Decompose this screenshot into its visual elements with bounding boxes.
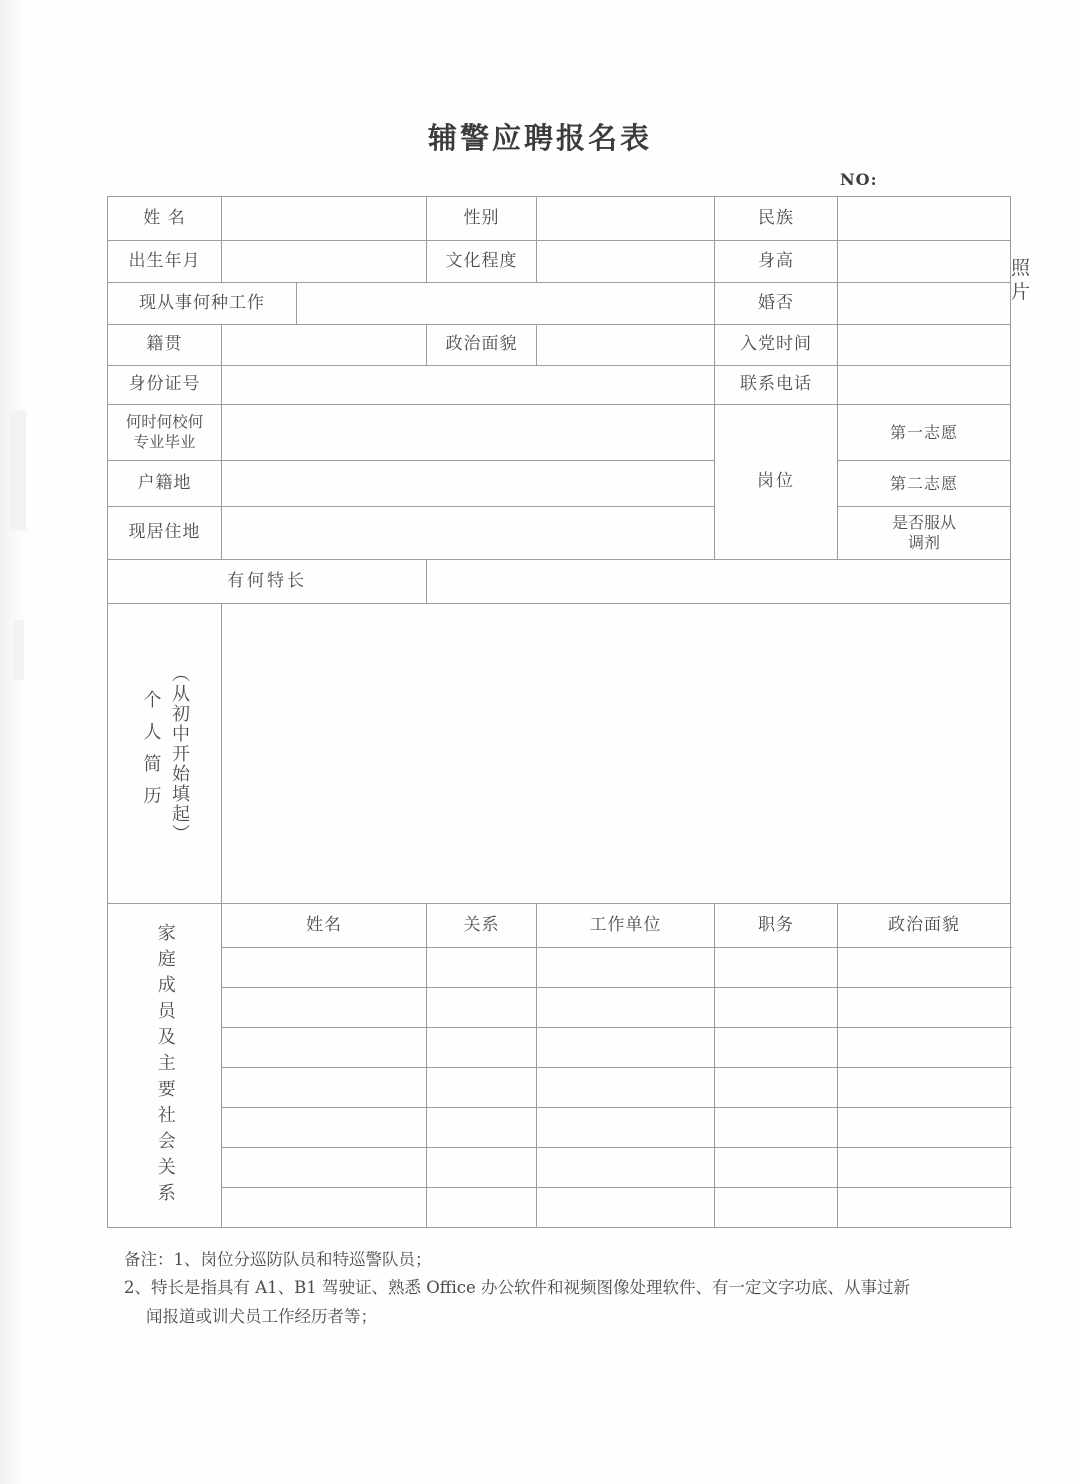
label-resume-note: （从初中开始填起） — [169, 663, 190, 844]
field-personal-resume[interactable] — [222, 604, 1011, 904]
family-cell-political-status[interactable] — [838, 1108, 1011, 1148]
field-marital-status[interactable] — [838, 283, 1011, 325]
family-cell-relation[interactable] — [427, 1028, 537, 1068]
label-transfer-willing — [838, 507, 1011, 560]
family-cell-workplace[interactable] — [537, 1068, 715, 1108]
label-party-join-date: 入党时间 — [715, 325, 838, 366]
family-cell-position[interactable] — [715, 1188, 838, 1228]
note-line-2: 2、特长是指具有 A1、B1 驾驶证、熟悉 Office 办公软件和视频图像处理软件、有一定文字功底、从事过新 — [124, 1278, 911, 1298]
family-cell-political-status[interactable] — [838, 1188, 1011, 1228]
scan-artifact — [10, 410, 26, 530]
form-row-graduation — [108, 405, 1011, 461]
label-height: 身高 — [715, 241, 838, 283]
page-title: 辅警应聘报名表 — [427, 121, 652, 155]
label-native-place: 籍贯 — [108, 325, 222, 366]
family-table-row — [108, 948, 1011, 988]
family-table-row — [108, 1028, 1011, 1068]
label-name: 姓 名 — [108, 197, 222, 241]
note-line-3: 闻报道或训犬员工作经历者等； — [146, 1306, 377, 1326]
family-table-header-row — [108, 904, 1011, 948]
label-current-work: 现从事何种工作 — [108, 283, 297, 325]
family-cell-workplace[interactable] — [537, 1108, 715, 1148]
form-row-current-work — [108, 283, 1011, 325]
form-row-id — [108, 366, 1011, 405]
label-ethnicity: 民族 — [715, 197, 838, 241]
field-party-join-date[interactable] — [838, 325, 1011, 366]
field-political-status[interactable] — [537, 325, 715, 366]
family-cell-relation[interactable] — [427, 1148, 537, 1188]
family-header-relation: 关系 — [427, 904, 537, 948]
note-line-1: 备注：1、岗位分巡防队员和特巡警队员； — [124, 1250, 432, 1269]
field-education[interactable] — [537, 241, 715, 283]
form-row-origin — [108, 325, 1011, 366]
family-table-row — [108, 1148, 1011, 1188]
family-cell-position[interactable] — [715, 988, 838, 1028]
family-table-row — [108, 1068, 1011, 1108]
family-cell-workplace[interactable] — [537, 1148, 715, 1188]
family-cell-political-status[interactable] — [838, 988, 1011, 1028]
family-cell-position[interactable] — [715, 1068, 838, 1108]
serial-no-label: NO: — [840, 170, 878, 189]
family-cell-workplace[interactable] — [537, 988, 715, 1028]
label-residence: 现居住地 — [108, 507, 222, 560]
label-phone: 联系电话 — [715, 366, 838, 405]
family-cell-position[interactable] — [715, 1108, 838, 1148]
label-id-number: 身份证号 — [108, 366, 222, 405]
scan-artifact — [14, 620, 24, 680]
form-row-household — [108, 461, 1011, 507]
form-row-birth — [108, 241, 1011, 283]
form-notes — [124, 1246, 1014, 1331]
label-family-relations-text: 家庭成员及主要社会关系 — [154, 922, 176, 1209]
family-cell-workplace[interactable] — [537, 1188, 715, 1228]
label-graduation-line2: 专业毕业 — [133, 432, 196, 451]
field-gender[interactable] — [537, 197, 715, 241]
field-residence[interactable] — [222, 507, 715, 560]
label-family-relations — [108, 904, 222, 1228]
family-table-row — [108, 1188, 1011, 1228]
family-header-position: 职务 — [715, 904, 838, 948]
family-cell-name[interactable] — [222, 988, 427, 1028]
label-personal-resume — [108, 604, 222, 904]
label-marital-status: 婚否 — [715, 283, 838, 325]
label-household-place: 户籍地 — [108, 461, 222, 507]
field-ethnicity[interactable] — [838, 197, 1011, 241]
field-height[interactable] — [838, 241, 1011, 283]
application-form-table — [107, 196, 1034, 1228]
field-household-place[interactable] — [222, 461, 715, 507]
family-cell-relation[interactable] — [427, 988, 537, 1028]
label-political-status: 政治面貌 — [427, 325, 537, 366]
field-id-number[interactable] — [222, 366, 715, 405]
family-cell-relation[interactable] — [427, 1108, 537, 1148]
form-row-resume — [108, 604, 1011, 904]
field-specialty[interactable] — [427, 560, 1011, 604]
field-native-place[interactable] — [222, 325, 427, 366]
label-first-choice: 第一志愿 — [838, 405, 1011, 461]
family-cell-position[interactable] — [715, 1028, 838, 1068]
family-cell-political-status[interactable] — [838, 1148, 1011, 1188]
label-second-choice: 第二志愿 — [838, 461, 1011, 507]
family-cell-name[interactable] — [222, 1028, 427, 1068]
family-cell-name[interactable] — [222, 1108, 427, 1148]
label-birth-date: 出生年月 — [108, 241, 222, 283]
family-cell-position[interactable] — [715, 1148, 838, 1188]
family-header-workplace: 工作单位 — [537, 904, 715, 948]
field-phone[interactable] — [838, 366, 1011, 405]
field-name[interactable] — [222, 197, 427, 241]
family-cell-relation[interactable] — [427, 948, 537, 988]
family-table-row — [108, 988, 1011, 1028]
field-graduation[interactable] — [222, 405, 715, 461]
family-header-political-status: 政治面貌 — [838, 904, 1011, 948]
family-header-name: 姓名 — [222, 904, 427, 948]
field-current-work[interactable] — [297, 283, 715, 325]
family-cell-position[interactable] — [715, 948, 838, 988]
label-specialty: 有何特长 — [108, 560, 427, 604]
field-birth-date[interactable] — [222, 241, 427, 283]
label-transfer-line2: 调剂 — [907, 533, 940, 552]
label-graduation-line1: 何时何校何 — [125, 413, 204, 432]
family-cell-name[interactable] — [222, 948, 427, 988]
family-cell-workplace[interactable] — [537, 1028, 715, 1068]
label-resume-main: 个人简历 — [140, 689, 162, 818]
label-gender: 性别 — [427, 197, 537, 241]
family-cell-workplace[interactable] — [537, 948, 715, 988]
family-table-row — [108, 1108, 1011, 1148]
family-cell-name[interactable] — [222, 1068, 427, 1108]
family-cell-political-status[interactable] — [838, 948, 1011, 988]
family-cell-relation[interactable] — [427, 1188, 537, 1228]
form-row-specialty — [108, 560, 1011, 604]
family-cell-political-status[interactable] — [838, 1028, 1011, 1068]
family-cell-relation[interactable] — [427, 1068, 537, 1108]
label-post: 岗位 — [715, 405, 838, 560]
family-cell-name[interactable] — [222, 1148, 427, 1188]
family-cell-name[interactable] — [222, 1188, 427, 1228]
label-transfer-line1: 是否服从 — [891, 513, 956, 532]
family-cell-political-status[interactable] — [838, 1068, 1011, 1108]
scan-edge-shadow — [0, 0, 34, 1484]
label-education: 文化程度 — [427, 241, 537, 283]
form-row-name: 姓 名 性别 民族 照片 — [108, 197, 1011, 241]
label-graduation — [108, 405, 222, 461]
form-row-residence — [108, 507, 1011, 560]
